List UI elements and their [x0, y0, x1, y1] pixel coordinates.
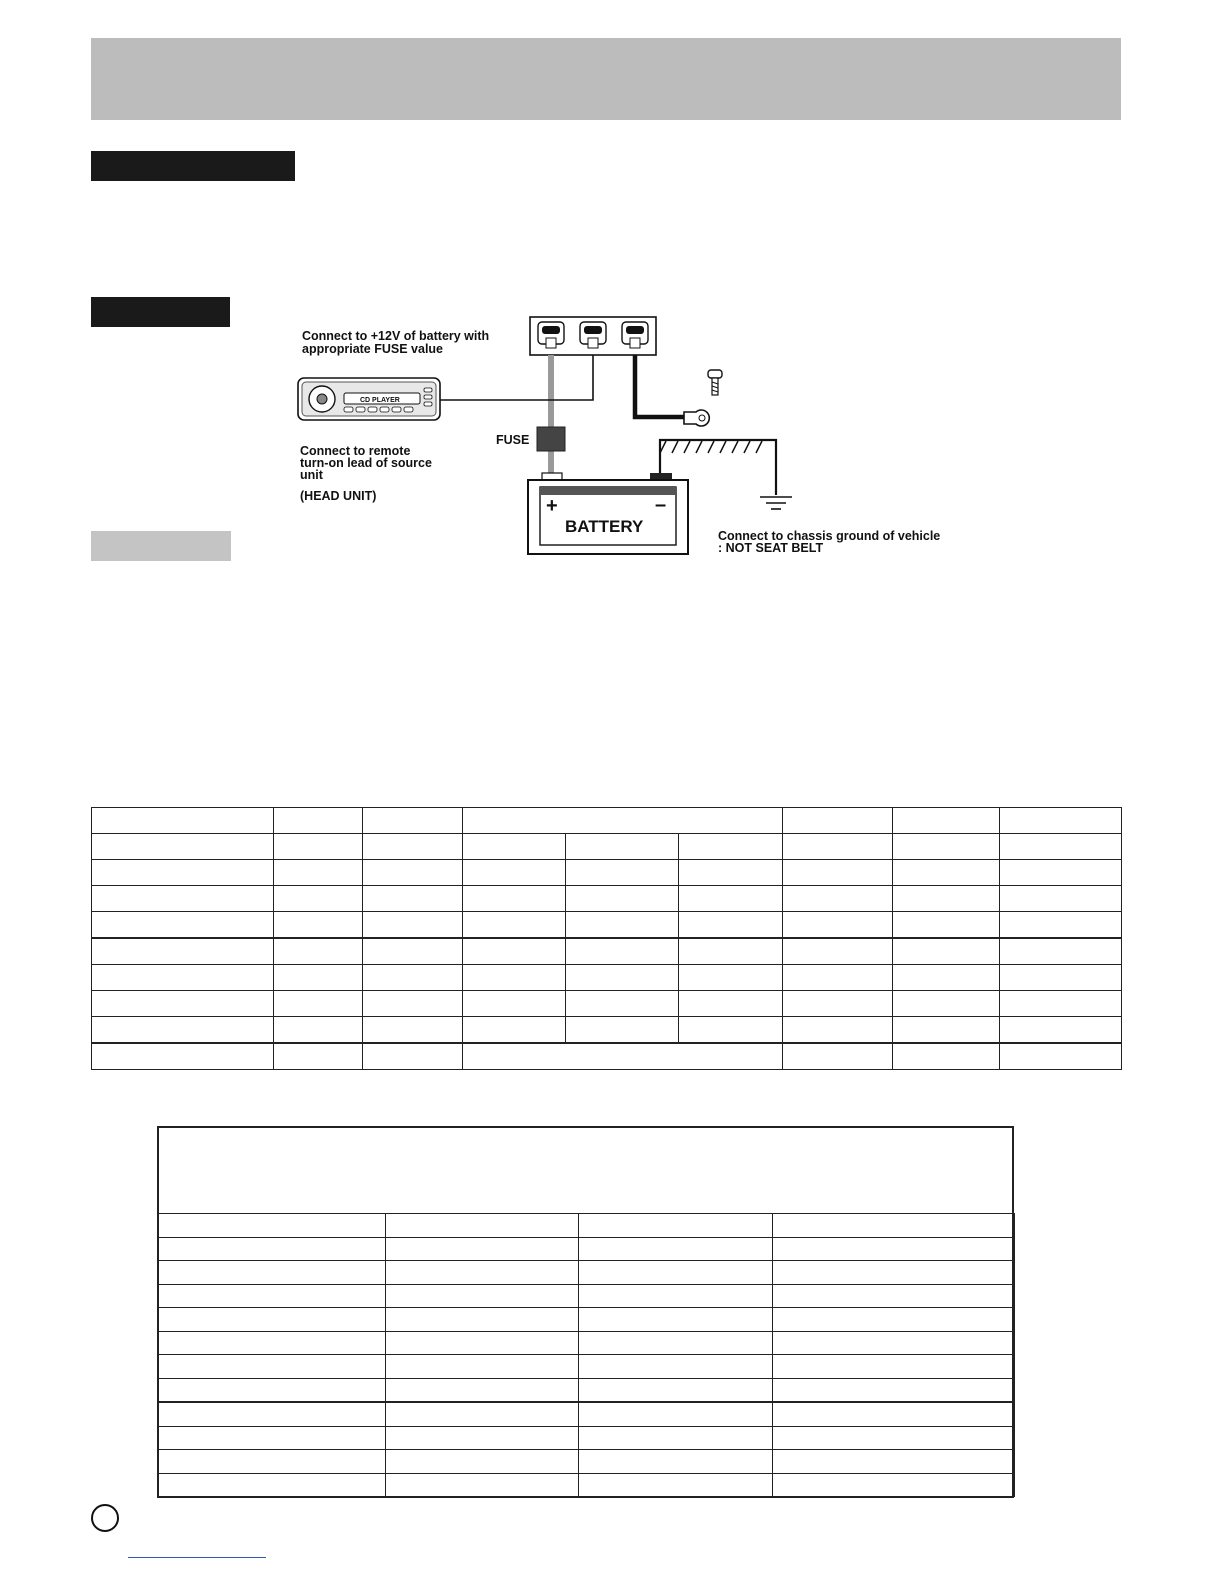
terminal-screw-icon	[580, 322, 606, 348]
head-unit-display: CD PLAYER	[360, 397, 400, 404]
table-row	[92, 991, 1122, 1017]
ground-wire	[635, 355, 684, 417]
table-row	[158, 1214, 1015, 1238]
table-row	[158, 1355, 1015, 1379]
table-row	[158, 1284, 1015, 1308]
terminal-screw-icon	[538, 322, 564, 348]
page-number-circle	[91, 1504, 119, 1532]
battery-note-line-1: Connect to +12V of battery with	[302, 329, 490, 343]
table-row	[92, 912, 1122, 939]
ground-symbol-icon	[760, 497, 792, 509]
head-unit-icon	[298, 378, 440, 420]
screw-icon	[708, 370, 722, 395]
remote-note-line-2: turn-on lead of source	[300, 456, 432, 470]
table-row	[158, 1261, 1015, 1285]
fuse-icon	[537, 427, 565, 451]
table-row	[158, 1402, 1015, 1426]
ground-note-line-2: : NOT SEAT BELT	[718, 541, 824, 555]
table-row	[158, 1473, 1015, 1497]
header-band	[91, 38, 1121, 120]
battery-label: BATTERY	[565, 517, 644, 536]
terminal-screw-icon	[622, 322, 648, 348]
head-unit-label: (HEAD UNIT)	[300, 489, 377, 503]
remote-note-line-3: unit	[300, 468, 323, 482]
table-row	[158, 1308, 1015, 1332]
table-row	[92, 860, 1122, 886]
fuse-table	[157, 1213, 1015, 1497]
wiring-diagram	[280, 300, 1000, 570]
table-row	[92, 834, 1122, 860]
table-row	[158, 1378, 1015, 1402]
battery-minus: –	[655, 494, 667, 516]
table-row	[158, 1331, 1015, 1355]
fuse-label: FUSE	[496, 433, 530, 447]
section-label-bar	[91, 151, 295, 181]
table-row	[92, 808, 1122, 834]
table-row	[92, 1017, 1122, 1044]
table-row	[92, 886, 1122, 912]
remote-wire	[440, 355, 593, 400]
section-label-bar-wiring	[91, 297, 230, 327]
battery-note-line-2: appropriate FUSE value	[302, 342, 444, 356]
table-row	[92, 965, 1122, 991]
footer-link-line[interactable]	[128, 1557, 266, 1558]
table-row	[158, 1426, 1015, 1450]
battery-plus: +	[546, 495, 558, 517]
section-label-bar-grey	[91, 531, 231, 561]
ground-note-line-1: Connect to chassis ground of vehicle	[718, 529, 941, 543]
table-row	[158, 1237, 1015, 1261]
table-row	[92, 938, 1122, 965]
remote-note-line-1: Connect to remote	[300, 444, 411, 458]
table-row	[158, 1450, 1015, 1474]
ring-terminal-icon	[684, 410, 709, 426]
spec-table	[91, 807, 1122, 1070]
chassis-hatch	[660, 441, 762, 453]
table-row	[92, 1043, 1122, 1070]
terminal-block	[530, 317, 656, 355]
